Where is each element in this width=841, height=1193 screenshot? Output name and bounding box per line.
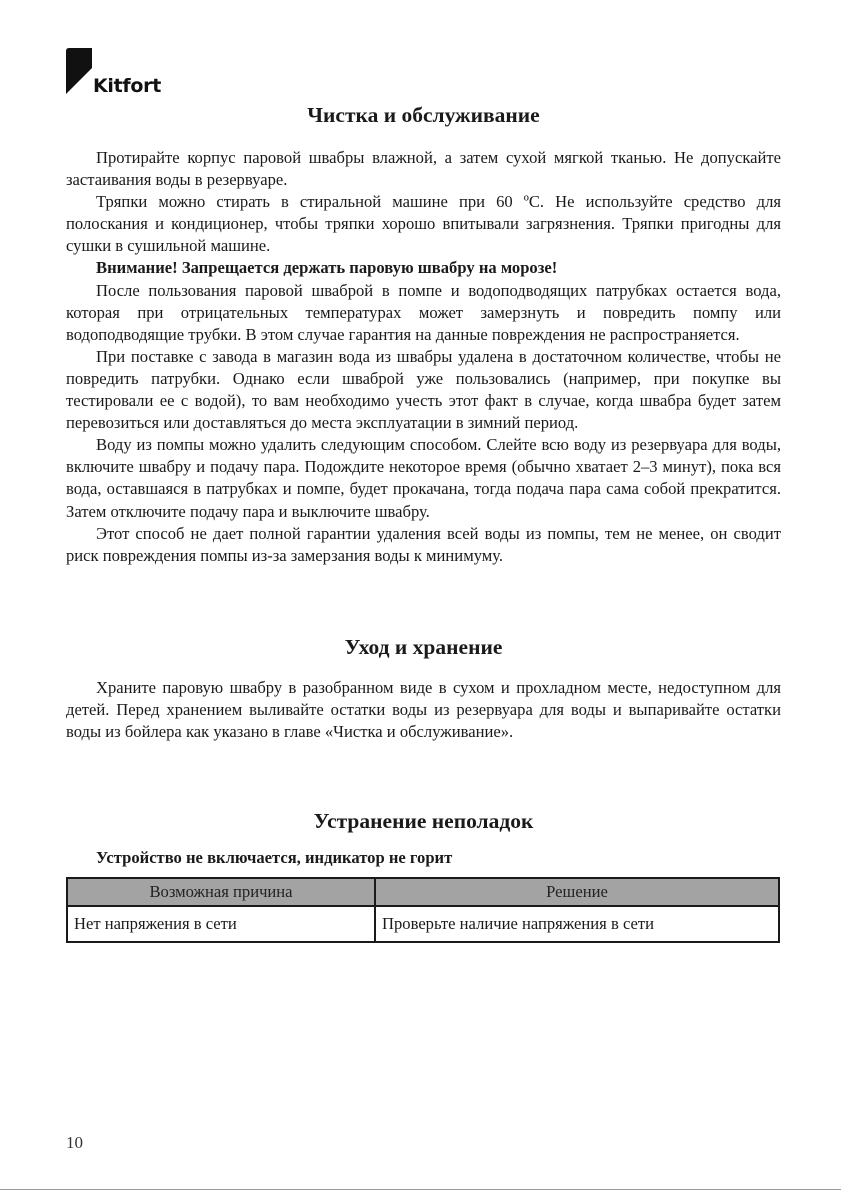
paragraph: Этот способ не дает полной гарантии удаления всей воды из помпы, тем не менее, он сводит риск повреждения помпы из-за замерзания воды к минимуму.	[66, 523, 781, 565]
problem-heading: Устройство не включается, индикатор не горит	[96, 848, 453, 868]
troubleshooting-table	[66, 877, 780, 943]
table-cell-solution: Проверьте наличие напряжения в сети	[375, 906, 779, 942]
paragraph: Воду из помпы можно удалить следующим способом. Слейте всю воду из резервуара для воды, включите швабру и подачу пара. Подождите некоторое время (обычно хватает 2–3 минут), пока вся вода, оставшаяся в патрубках и помпе, будет прокачана, тогда подача пара сама собой прекратится. Затем отключите подачу пара и выключите швабру.	[66, 435, 781, 521]
page-number: 10	[66, 1133, 83, 1152]
paragraph: Протирайте корпус паровой швабры влажной, а затем сухой мягкой тканью. Не допускайте застаивания воды в резервуаре.	[66, 148, 781, 190]
section-title-care: Уход и хранение	[344, 634, 503, 659]
section-title-troubleshooting: Устранение неполадок	[313, 809, 534, 834]
warning-paragraph: Внимание! Запрещается держать паровую швабру на морозе!	[96, 258, 558, 278]
paragraph: Тряпки можно стирать в стиральной машине при 60 ºС. Не используйте средство для полоскания и кондиционер, чтобы тряпки хорошо впитывали загрязнения. Тряпки пригодны для сушки в сушильной машине.	[66, 192, 781, 256]
table-row	[67, 906, 779, 942]
table-header-solution: Решение	[375, 878, 779, 906]
section-title-cleaning: Чистка и обслуживание	[307, 103, 540, 127]
page-content	[66, 95, 781, 943]
kitfort-logo-icon	[66, 48, 94, 94]
table-header-cause: Возможная причина	[67, 878, 375, 906]
kitfort-logo	[66, 48, 176, 98]
paragraph: При поставке с завода в магазин вода из швабры удалена в достаточном количестве, чтобы не повредить патрубки. Однако если шваброй уже пользовались (например, при покупке вы тестировали ее с водой), то вам необходимо учесть этот факт в случае, когда швабра будет затем перевозиться или доставляться до места эксплуатации в зимний период.	[66, 346, 781, 433]
table-cell-cause: Нет напряжения в сети	[67, 906, 375, 942]
brand-name: Kitfort	[93, 75, 161, 97]
table-header-row	[67, 878, 779, 906]
paragraph: После пользования паровой шваброй в помпе и водоподводящих патрубках остается вода, которая при отрицательных температурах может замерзнуть и повредить помпу или водоподводящие трубки. В этом случае гарантия на данные повреждения не распространяется.	[66, 280, 781, 344]
paragraph: Храните паровую швабру в разобранном виде в сухом и прохладном месте, недоступном для детей. Перед хранением выливайте остатки воды из резервуара для воды и выпаривайте остатки воды из бойлера как указано в главе «Чистка и обслуживание».	[66, 677, 781, 741]
page-bottom-rule	[0, 1189, 841, 1190]
